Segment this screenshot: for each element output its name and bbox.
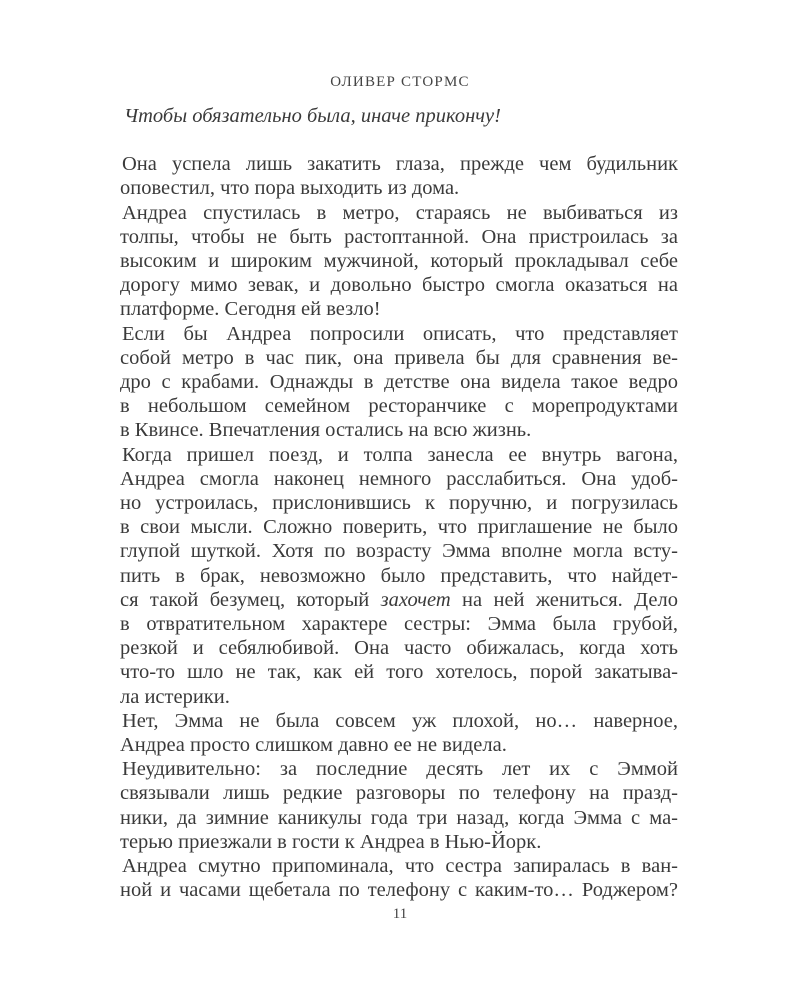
text-line: толпы, чтобы не быть растоптанной. Она пристроилась за [120, 225, 678, 248]
text-line: Нет, Эмма не была совсем уж плохой, но… наверное, [122, 709, 678, 732]
text-line: Андреа просто слишком давно ее не видела. [120, 734, 507, 757]
page-number: 11 [392, 906, 408, 922]
text-segment: на ней жениться. Дело [462, 588, 678, 611]
emphasized-word: захочет [380, 588, 451, 611]
text-line: в свои мысли. Сложно поверить, что приглашение не было [120, 516, 678, 539]
text-line: терью приезжали в гости к Андреа в Нью-Йорк. [120, 830, 542, 853]
text-line: Когда пришел поезд, и толпа занесла ее внутрь вагона, [122, 443, 678, 466]
text-line: в отвратительном характере сестры: Эмма была грубой, [120, 613, 678, 636]
text-line: дро с крабами. Однажды в детстве она видела такое ведро [120, 371, 678, 394]
text-line: Андреа смогла наконец немного расслабиться. Она удоб- [120, 467, 678, 490]
text-line: дорогу мимо зевак, и довольно быстро смогла оказаться на [120, 274, 678, 297]
text-line: Неудивительно: за последние десять лет их с Эммой [122, 758, 678, 781]
text-line: собой метро в час пик, она привела бы для сравнения ве- [120, 346, 678, 369]
paragraph [120, 152, 678, 200]
paragraph [120, 757, 678, 854]
text-line: ной и часами щебетала по телефону с каким-то… Роджером? [120, 879, 678, 902]
body-text [120, 104, 678, 903]
paragraph [120, 322, 678, 443]
running-head: ОЛИВЕР СТОРМС [330, 74, 470, 90]
text-line-with-emphasis [120, 588, 678, 612]
paragraph [120, 443, 678, 709]
text-line: платформе. Сегодня ей везло! [120, 298, 381, 321]
text-line: оповестил, что пора выходить из дома. [120, 177, 460, 200]
paragraph [120, 854, 678, 902]
text-line: Андреа спустилась в метро, стараясь не выбиваться из [122, 201, 678, 224]
text-line: Андреа смутно припоминала, что сестра запиралась в ван- [122, 855, 678, 878]
text-line: в небольшом семейном ресторанчике с морепродуктами [120, 395, 678, 418]
text-line: резкой и себялюбивой. Она часто обижалась, когда хоть [120, 637, 678, 660]
text-line: Если бы Андреа попросили описать, что представляет [122, 322, 678, 345]
text-line: высоким и широким мужчиной, который прокладывал себе [120, 250, 678, 273]
text-line: глупой шуткой. Хотя по возрасту Эмма вполне могла всту- [120, 540, 678, 563]
text-line: связывали лишь редкие разговоры по телефону на празд- [120, 782, 678, 805]
text-line: ники, да зимние каникулы года три назад, когда Эмма с ма- [120, 806, 678, 829]
paragraph [120, 201, 678, 322]
text-line: пить в брак, невозможно было представить, что найдет- [120, 564, 678, 587]
text-line: ла истерики. [120, 685, 230, 708]
epigraph: Чтобы обязательно была, иначе прикончу! [124, 105, 501, 127]
text-segment: ся такой безумец, который [120, 588, 370, 611]
paragraph [120, 709, 678, 757]
text-line: что-то шло не так, как ей того хотелось, порой закатыва- [120, 661, 678, 684]
text-line: Она успела лишь закатить глаза, прежде чем будильник [122, 153, 678, 176]
text-line: но устроилась, прислонившись к поручню, и погрузилась [120, 492, 678, 515]
text-line: в Квинсе. Впечатления остались на всю жизнь. [120, 419, 532, 442]
